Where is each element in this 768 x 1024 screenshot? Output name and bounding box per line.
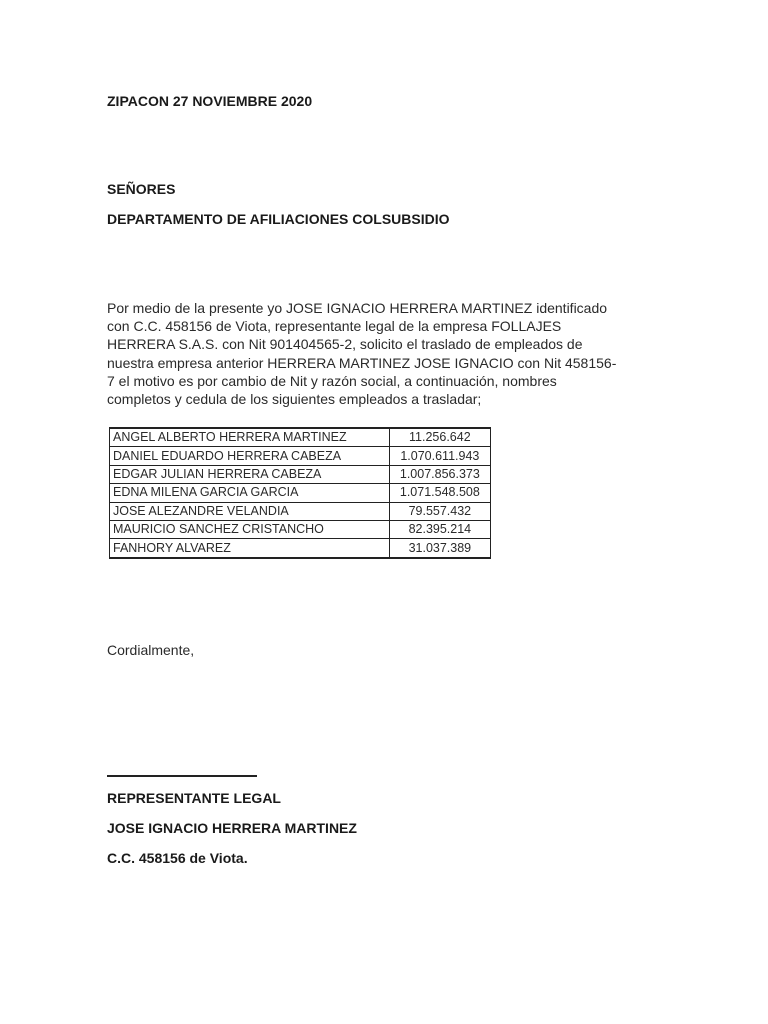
employee-name: ANGEL ALBERTO HERRERA MARTINEZ <box>110 428 390 447</box>
employee-id: 31.037.389 <box>389 539 490 558</box>
table-row <box>110 428 491 447</box>
employee-name: MAURICIO SANCHEZ CRISTANCHO <box>110 520 390 538</box>
table-row <box>110 502 491 520</box>
signature-line <box>107 775 257 777</box>
employee-id: 1.070.611.943 <box>389 447 490 465</box>
body-line: con C.C. 458156 de Viota, representante legal de la empresa FOLLAJES <box>107 318 562 335</box>
employee-id: 79.557.432 <box>389 502 490 520</box>
employee-name: JOSE ALEZANDRE VELANDIA <box>110 502 390 520</box>
salutation: SEÑORES <box>107 181 176 197</box>
table-row <box>110 484 491 502</box>
body-line: nuestra empresa anterior HERRERA MARTINEZ JOSE IGNACIO con Nit 458156- <box>107 354 617 371</box>
signature-role: REPRESENTANTE LEGAL <box>107 790 281 806</box>
employee-id: 82.395.214 <box>389 520 490 538</box>
signature-name: JOSE IGNACIO HERRERA MARTINEZ <box>107 820 357 836</box>
employee-name: DANIEL EDUARDO HERRERA CABEZA <box>110 447 390 465</box>
body-line: HERRERA S.A.S. con Nit 901404565-2, solicito el traslado de empleados de <box>107 336 583 353</box>
employee-id: 1.071.548.508 <box>389 484 490 502</box>
employee-name: EDNA MILENA GARCIA GARCIA <box>110 484 390 502</box>
employees-table <box>109 427 491 559</box>
signature-id: C.C. 458156 de Viota. <box>107 850 248 866</box>
closing: Cordialmente, <box>107 642 195 658</box>
body-line: 7 el motivo es por cambio de Nit y razón social, a continuación, nombres <box>107 372 557 389</box>
table-row <box>110 447 491 465</box>
table-row <box>110 539 491 558</box>
letter-body <box>107 299 667 408</box>
body-line: Por medio de la presente yo JOSE IGNACIO HERRERA MARTINEZ identificado <box>107 300 608 316</box>
table-row <box>110 520 491 538</box>
employee-name: EDGAR JULIAN HERRERA CABEZA <box>110 465 390 483</box>
place-date: ZIPACON 27 NOVIEMBRE 2020 <box>107 93 313 109</box>
employee-name: FANHORY ALVAREZ <box>110 539 390 558</box>
employee-id: 11.256.642 <box>389 428 490 447</box>
employee-id: 1.007.856.373 <box>389 465 490 483</box>
body-line: completos y cedula de los siguientes empleados a trasladar; <box>107 391 482 408</box>
recipient-department: DEPARTAMENTO DE AFILIACIONES COLSUBSIDIO <box>107 211 450 227</box>
table-row <box>110 465 491 483</box>
